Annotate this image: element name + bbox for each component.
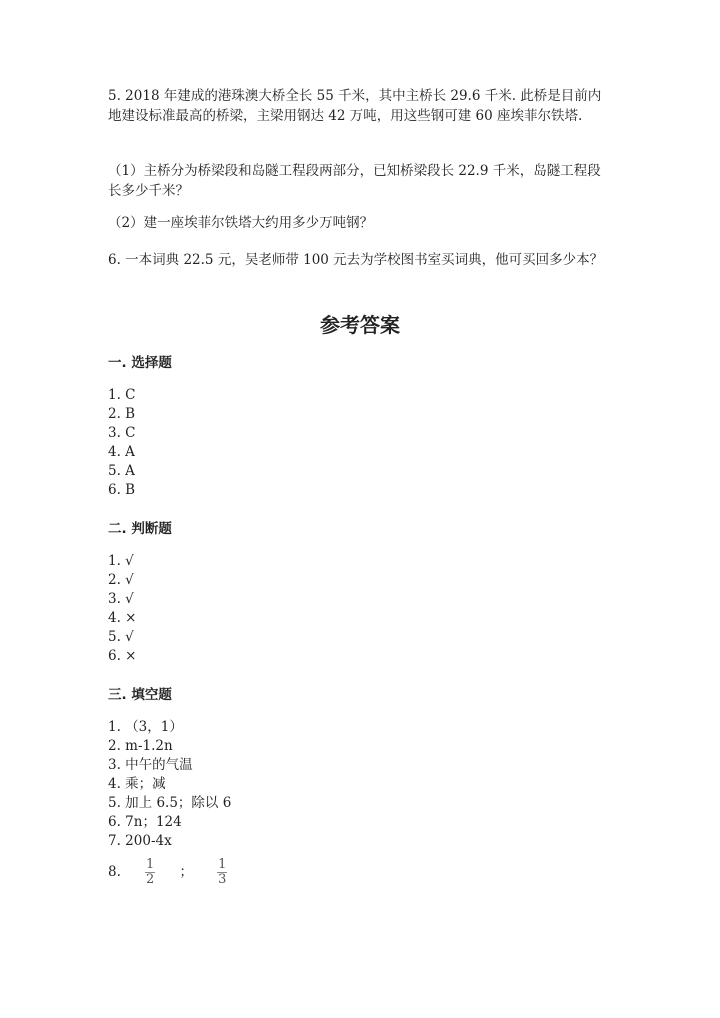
- answer-item: 2. √: [108, 572, 134, 588]
- fraction-one-third: [217, 858, 227, 887]
- fill-answers: [108, 718, 608, 851]
- section-heading-judge: 二. 判断题: [108, 521, 172, 537]
- answer-item: 3. C: [108, 425, 136, 441]
- answer-item: 4. ×: [108, 610, 137, 626]
- numerator: 1: [146, 857, 155, 872]
- question-5-part-2: （2）建一座埃菲尔铁塔大约用多少万吨钢？: [108, 215, 374, 231]
- section-heading-fill: 三. 填空题: [108, 687, 172, 703]
- denominator: 3: [218, 872, 227, 887]
- question-6: 6. 一本词典 22.5 元，吴老师带 100 元去为学校图书室买词典，他可买回多少本？: [108, 252, 604, 268]
- fraction-one-half: [145, 858, 155, 887]
- numerator: 1: [218, 857, 227, 872]
- answer-item: 1. C: [108, 387, 136, 403]
- answer-item: 4. 乘；减: [108, 776, 166, 792]
- answer-item: 6. ×: [108, 648, 137, 664]
- answer-item: 7. 200-4x: [108, 833, 172, 849]
- answer-item: 3. √: [108, 591, 134, 607]
- answer-item: 1. √: [108, 553, 134, 569]
- answer-item: 6. 7n；124: [108, 814, 182, 830]
- judge-answers: [108, 552, 608, 666]
- separator: ；: [179, 864, 193, 880]
- answer-item: 6. B: [108, 482, 136, 498]
- answer-item: 1. （3，1）: [108, 719, 183, 735]
- answer-item: 2. m-1.2n: [108, 738, 173, 754]
- answer-item-8: [108, 858, 608, 887]
- answer-item: 5. √: [108, 629, 134, 645]
- answer-8-label: 8.: [108, 864, 121, 880]
- choice-answers: [108, 386, 608, 500]
- answer-item: 5. 加上 6.5；除以 6: [108, 795, 232, 811]
- answer-item: 4. A: [108, 444, 135, 460]
- question-5-part-1: （1）主桥分为桥梁段和岛隧工程段两部分，已知桥梁段长 22.9 千米，岛隧工程段长多少千米？: [108, 163, 601, 199]
- section-heading-choice: 一. 选择题: [108, 355, 172, 371]
- answer-item: 5. A: [108, 463, 135, 479]
- question-5: 5. 2018 年建成的港珠澳大桥全长 55 千米，其中主桥长 29.6 千米. 此桥是目前内地建设标准最高的桥梁，主梁用钢达 42 万吨，用这些钢可建 60 座埃菲尔铁塔.: [108, 88, 602, 124]
- answer-item: 3. 中午的气温: [108, 757, 193, 773]
- answer-item: 2. B: [108, 406, 136, 422]
- answers-title: 参考答案: [320, 313, 400, 337]
- denominator: 2: [146, 872, 155, 887]
